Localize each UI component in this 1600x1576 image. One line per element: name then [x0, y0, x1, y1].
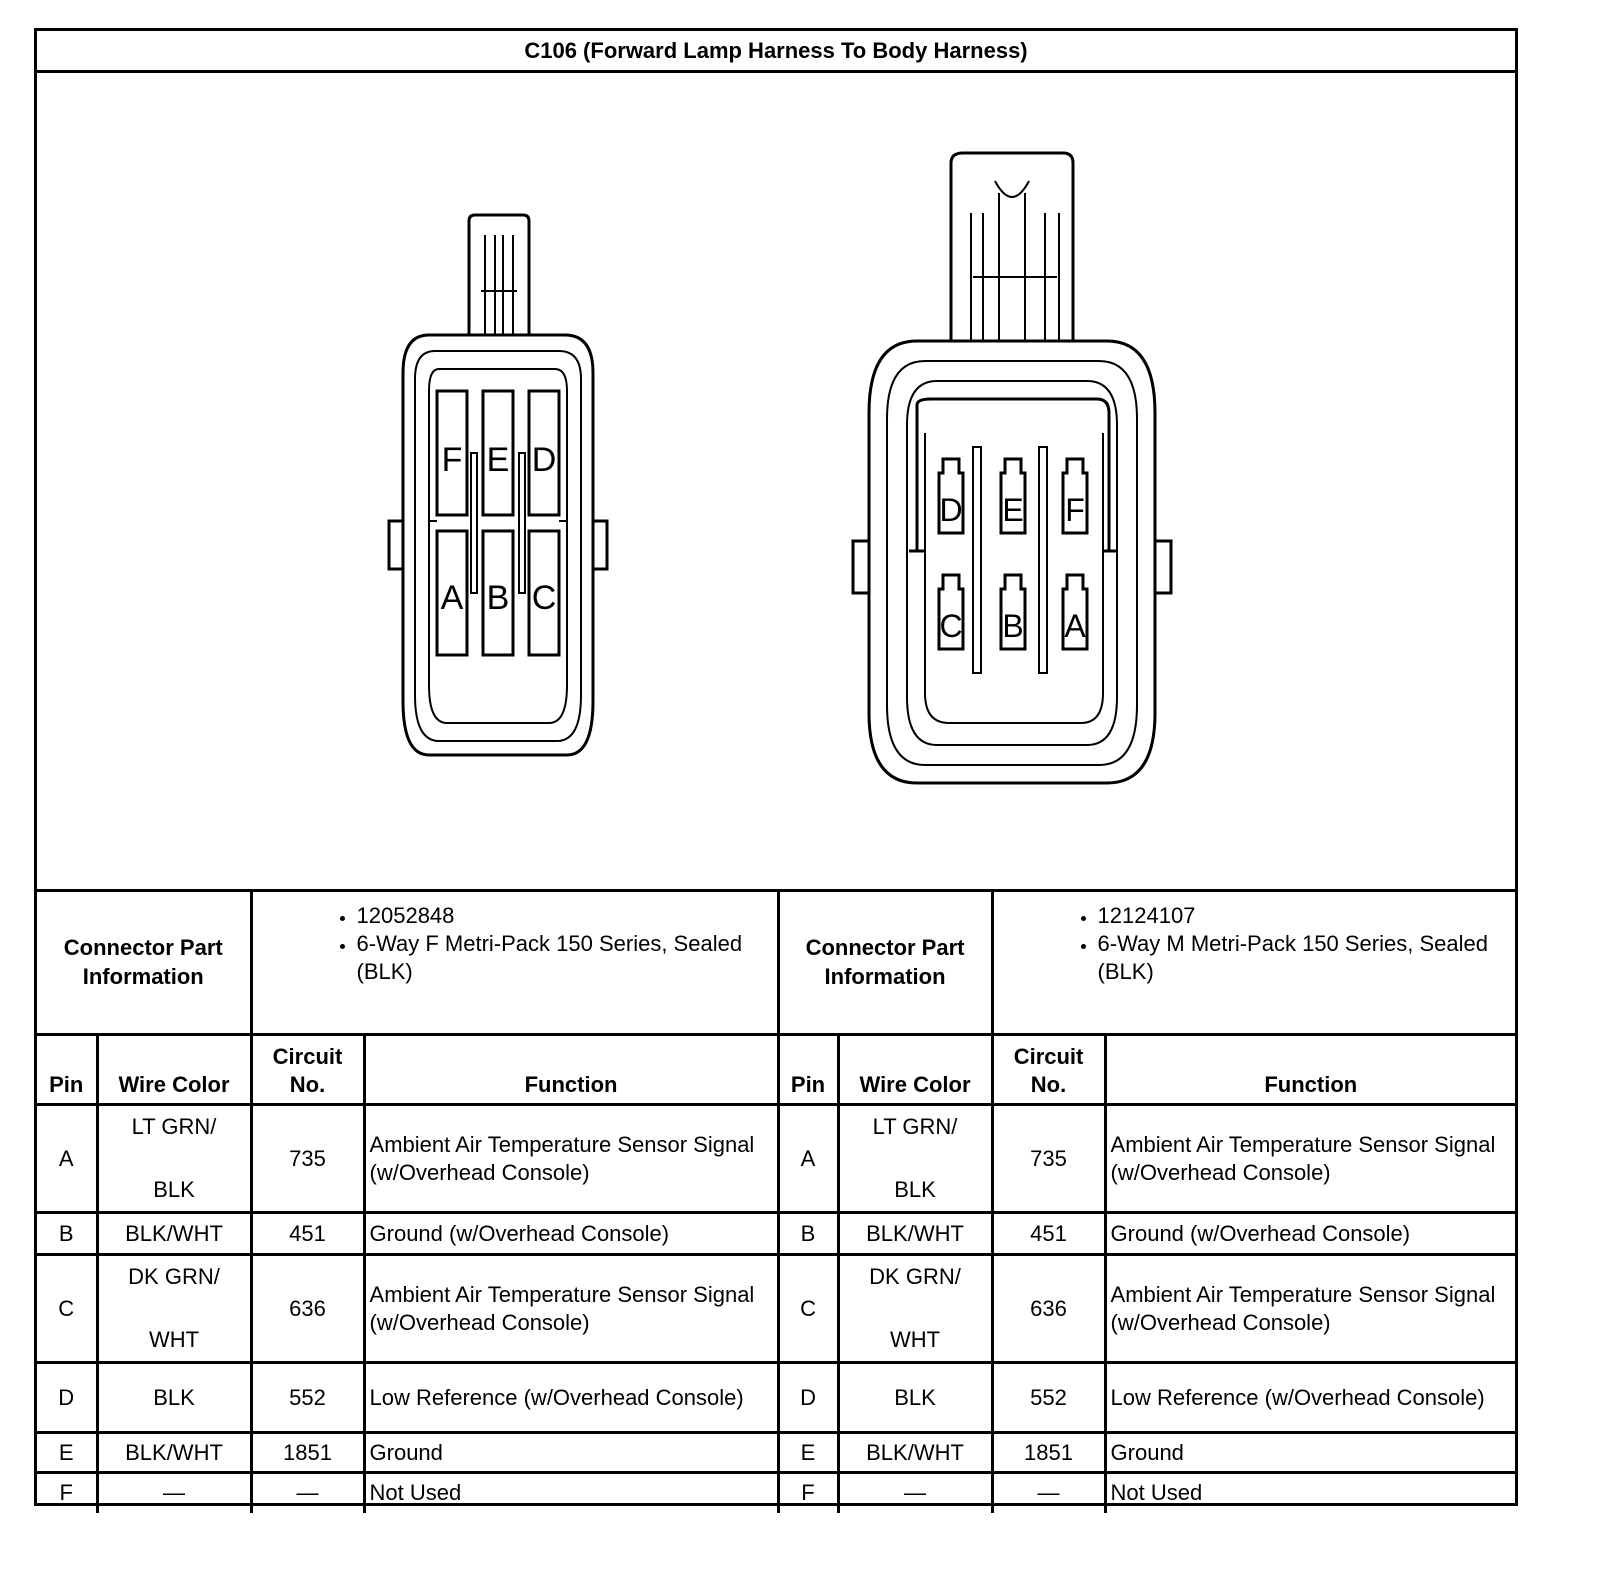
header-circuit: Circuit No.: [251, 1035, 364, 1105]
wire-color-cell: BLK/WHT: [97, 1213, 251, 1255]
table-row: [37, 1255, 1515, 1363]
connector-part-info-female: [251, 891, 778, 1035]
wire-color-cell: —: [97, 1473, 251, 1513]
function-cell: Low Reference (w/Overhead Console): [1105, 1363, 1515, 1433]
female-cavity-label: C: [531, 579, 557, 617]
male-cavity-label: A: [1064, 608, 1086, 644]
wire-color-cell: BLK/WHT: [97, 1433, 251, 1473]
male-cavity-label: F: [1065, 492, 1085, 528]
function-cell: Ambient Air Temperature Sensor Signal (w/Overhead Console): [364, 1105, 778, 1213]
table-row: [37, 1363, 1515, 1433]
circuit-cell: 636: [251, 1255, 364, 1363]
connector-part-info-label: Connector Part Information: [37, 891, 251, 1035]
function-cell: Ground (w/Overhead Console): [1105, 1213, 1515, 1255]
wire-color-cell: —: [838, 1473, 992, 1513]
female-cavity-label: D: [531, 441, 557, 479]
pin-cell: A: [37, 1105, 97, 1213]
circuit-cell: 1851: [251, 1433, 364, 1473]
part-number: • 12052848: [357, 902, 777, 930]
table-row: [37, 1433, 1515, 1473]
function-cell: Ground: [1105, 1433, 1515, 1473]
wire-color-cell: DK GRN/ WHT: [97, 1255, 251, 1363]
circuit-cell: 735: [251, 1105, 364, 1213]
wire-color-cell: BLK/WHT: [838, 1433, 992, 1473]
circuit-cell: —: [992, 1473, 1105, 1513]
table-header-row: [37, 1035, 1515, 1105]
circuit-cell: 451: [251, 1213, 364, 1255]
circuit-cell: —: [251, 1473, 364, 1513]
header-pin: Pin: [778, 1035, 838, 1105]
circuit-cell: 1851: [992, 1433, 1105, 1473]
circuit-cell: 636: [992, 1255, 1105, 1363]
male-cavity-label: D: [939, 492, 963, 528]
header-circuit: Circuit No.: [992, 1035, 1105, 1105]
pin-cell: A: [778, 1105, 838, 1213]
pinout-table-wrap: [37, 889, 1515, 1513]
female-cavity-label: A: [440, 579, 464, 617]
function-cell: Ground: [364, 1433, 778, 1473]
table-row: [37, 1473, 1515, 1513]
header-function: Function: [1105, 1035, 1515, 1105]
function-cell: Not Used: [364, 1473, 778, 1513]
connector-sheet: [34, 28, 1518, 1506]
male-cavity-label: B: [1002, 608, 1024, 644]
pin-cell: E: [778, 1433, 838, 1473]
pin-cell: C: [778, 1255, 838, 1363]
female-cavity-label: B: [486, 579, 510, 617]
connector-info-row: [37, 891, 1515, 1035]
male-cavity-label: C: [939, 608, 963, 644]
circuit-cell: 552: [251, 1363, 364, 1433]
female-cavity-label: F: [441, 441, 463, 479]
function-cell: Not Used: [1105, 1473, 1515, 1513]
function-cell: Ambient Air Temperature Sensor Signal (w/Overhead Console): [364, 1255, 778, 1363]
connector-part-info-male: [992, 891, 1515, 1035]
wire-color-cell: LT GRN/ BLK: [838, 1105, 992, 1213]
table-row: [37, 1213, 1515, 1255]
pin-cell: B: [778, 1213, 838, 1255]
function-cell: Low Reference (w/Overhead Console): [364, 1363, 778, 1433]
pin-cell: B: [37, 1213, 97, 1255]
wire-color-cell: LT GRN/ BLK: [97, 1105, 251, 1213]
circuit-cell: 552: [992, 1363, 1105, 1433]
female-connector-drawing: [389, 215, 607, 755]
part-description: • 6-Way F Metri-Pack 150 Series, Sealed (BLK): [357, 930, 777, 986]
pin-cell: D: [37, 1363, 97, 1433]
part-description: • 6-Way M Metri-Pack 150 Series, Sealed (BLK): [1098, 930, 1516, 986]
connector-part-info-label: Connector Part Information: [778, 891, 992, 1035]
header-wire-color: Wire Color: [97, 1035, 251, 1105]
function-cell: Ground (w/Overhead Console): [364, 1213, 778, 1255]
pin-cell: E: [37, 1433, 97, 1473]
header-wire-color: Wire Color: [838, 1035, 992, 1105]
female-cavity-label: E: [486, 441, 510, 479]
pinout-table: [37, 889, 1515, 1513]
connector-diagram: [37, 73, 1515, 889]
wire-color-cell: BLK: [97, 1363, 251, 1433]
pin-cell: F: [778, 1473, 838, 1513]
table-row: [37, 1105, 1515, 1213]
wire-color-cell: DK GRN/ WHT: [838, 1255, 992, 1363]
function-cell: Ambient Air Temperature Sensor Signal (w/Overhead Console): [1105, 1105, 1515, 1213]
function-cell: Ambient Air Temperature Sensor Signal (w/Overhead Console): [1105, 1255, 1515, 1363]
part-number: • 12124107: [1098, 902, 1516, 930]
pin-cell: C: [37, 1255, 97, 1363]
wire-color-cell: BLK: [838, 1363, 992, 1433]
circuit-cell: 735: [992, 1105, 1105, 1213]
header-pin: Pin: [37, 1035, 97, 1105]
circuit-cell: 451: [992, 1213, 1105, 1255]
wire-color-cell: BLK/WHT: [838, 1213, 992, 1255]
pin-cell: D: [778, 1363, 838, 1433]
male-cavity-label: E: [1002, 492, 1024, 528]
header-function: Function: [364, 1035, 778, 1105]
male-connector-drawing: [853, 153, 1171, 783]
page-title: C106 (Forward Lamp Harness To Body Harness): [37, 31, 1515, 73]
pin-cell: F: [37, 1473, 97, 1513]
